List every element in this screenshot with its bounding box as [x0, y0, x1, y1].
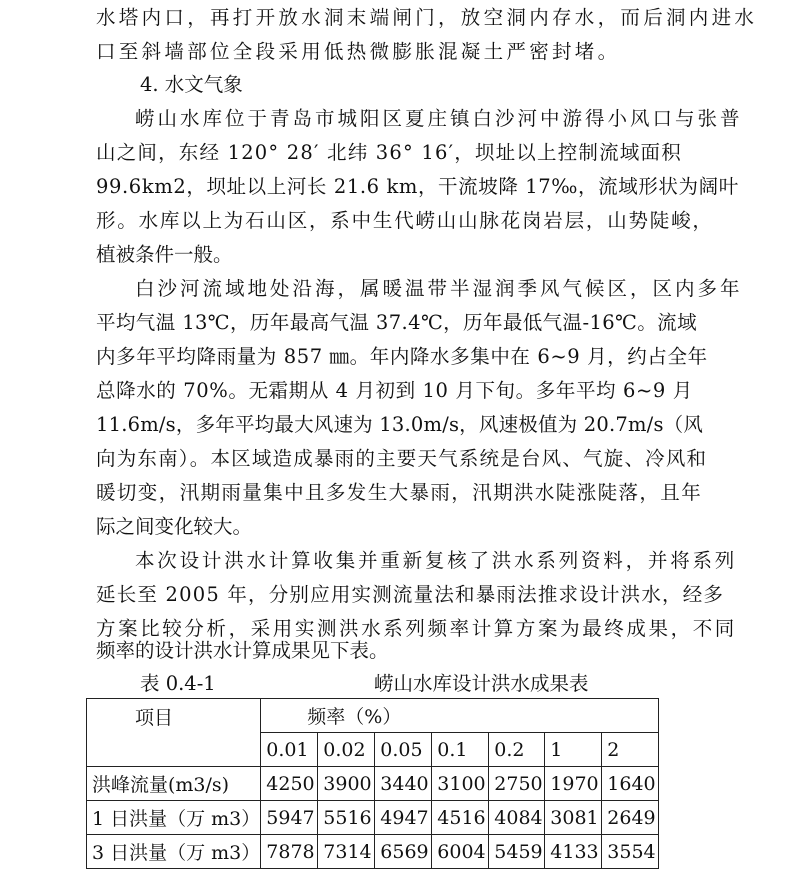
text-line: 白沙河流域地处沿海，属暖温带半湿润季风气候区，区内多年	[135, 277, 743, 300]
value-cell: 7878	[261, 835, 318, 869]
frequency-cell: 0.2	[489, 733, 545, 767]
table-number: 表 0.4-1	[140, 672, 216, 695]
item-header-cell: 项目	[87, 699, 261, 767]
row-label-cell: 3 日洪量（万 m3）	[87, 835, 261, 869]
value-cell: 4084	[489, 801, 545, 835]
table-row	[87, 835, 659, 869]
text-line: 向为东南）。本区域造成暴雨的主要天气系统是台风、气旋、冷风和	[96, 447, 708, 470]
text-line: 延长至 2005 年，分别应用实测流量法和暴雨法推求设计洪水，经多	[96, 583, 725, 606]
table-title: 崂山水库设计洪水成果表	[374, 672, 589, 695]
text-line: 总降水的 70%。无霜期从 4 月初到 10 月下旬。多年平均 6~9 月	[96, 379, 693, 402]
section-heading: 4. 水文气象	[140, 73, 243, 96]
text-line: 频率的设计洪水计算成果见下表。	[96, 639, 389, 662]
frequency-cell: 1	[545, 733, 602, 767]
text-line: 99.6km2，坝址以上河长 21.6 km，干流坡降 17‰，流域形状为阔叶	[96, 175, 739, 198]
value-cell: 3440	[375, 767, 432, 801]
value-cell: 3900	[318, 767, 375, 801]
text-line: 口至斜墙部位全段采用低热微膨胀混凝土严密封堵。	[96, 40, 621, 63]
value-cell: 4516	[432, 801, 489, 835]
text-line: 暖切变，汛期雨量集中且多发生大暴雨，汛期洪水陡涨陡落，且年	[96, 481, 703, 504]
text-line: 植被条件一般。	[96, 243, 233, 266]
text-line: 方案比较分析，采用实测洪水系列频率计算方案为最终成果，不同	[96, 617, 737, 640]
row-label-cell: 洪峰流量(m3/s)	[87, 767, 261, 801]
value-cell: 1640	[602, 767, 659, 801]
text-line: 本次设计洪水计算收集并重新复核了洪水系列资料，并将系列	[135, 549, 738, 572]
text-line: 山之间，东经 120° 28′ 北纬 36° 16′，坝址以上控制流域面积	[96, 141, 682, 164]
frequency-header-cell: 频率（%）	[261, 699, 659, 733]
flood-results-table	[86, 698, 659, 869]
text-line: 平均气温 13℃，历年最高气温 37.4℃，历年最低气温-16℃。流域	[96, 311, 697, 334]
value-cell: 5947	[261, 801, 318, 835]
value-cell: 6004	[432, 835, 489, 869]
value-cell: 2649	[602, 801, 659, 835]
table-row	[87, 767, 659, 801]
value-cell: 6569	[375, 835, 432, 869]
frequency-cell: 2	[602, 733, 659, 767]
value-cell: 4133	[545, 835, 602, 869]
value-cell: 2750	[489, 767, 545, 801]
text-line: 形。水库以上为石山区，系中生代崂山山脉花岗岩层，山势陡峻，	[96, 209, 714, 232]
value-cell: 1970	[545, 767, 602, 801]
value-cell: 5459	[489, 835, 545, 869]
table-row	[87, 801, 659, 835]
frequency-cell: 0.01	[261, 733, 318, 767]
text-line: 水塔内口，再打开放水洞末端闸门，放空洞内存水，而后洞内进水	[96, 6, 758, 29]
table-header-row	[87, 699, 659, 733]
value-cell: 7314	[318, 835, 375, 869]
value-cell: 3081	[545, 801, 602, 835]
text-line: 内多年平均降雨量为 857 ㎜。年内降水多集中在 6~9 月，约占全年	[96, 345, 708, 368]
text-line: 崂山水库位于青岛市城阳区夏庄镇白沙河中游得小风口与张普	[135, 107, 743, 130]
value-cell: 4947	[375, 801, 432, 835]
value-cell: 3554	[602, 835, 659, 869]
text-line: 11.6m/s，多年平均最大风速为 13.0m/s，风速极值为 20.7m/s（风	[96, 413, 704, 436]
value-cell: 3100	[432, 767, 489, 801]
frequency-cell: 0.05	[375, 733, 432, 767]
value-cell: 4250	[261, 767, 318, 801]
frequency-cell: 0.1	[432, 733, 489, 767]
value-cell: 5516	[318, 801, 375, 835]
frequency-cell: 0.02	[318, 733, 375, 767]
row-label-cell: 1 日洪量（万 m3）	[87, 801, 261, 835]
text-line: 际之间变化较大。	[96, 515, 253, 538]
